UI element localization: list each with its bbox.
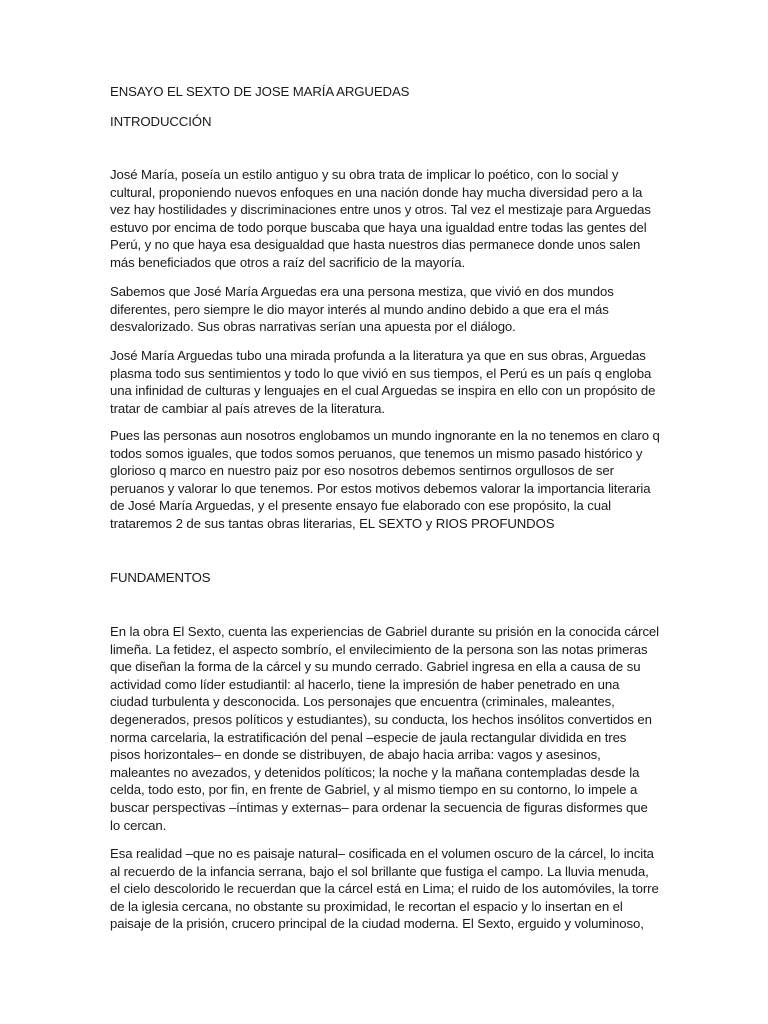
intro-paragraph-1: José María, poseía un estilo antiguo y su obra trata de implicar lo poético, con lo social y cultural, proponiendo nuevos enfoques en una nación donde hay mucha diversidad pero a la vez hay hostilidades y discriminaciones entre unos y otros. Tal vez el mestizaje para Arguedas estuvo por encima de todo porque buscaba que haya una igualdad entre todas las gentes del Perú, y no que haya esa desigualdad que hasta nuestros dias permanece donde unos salen más beneficiados que otros a raíz del sacrificio de la mayoría. (110, 167, 651, 270)
intro-paragraph-4: Pues las personas aun nosotros englobamos un mundo ingnorante en la no tenemos en claro q todos somos iguales, que todos somos peruanos, que tenemos un mismo pasado histórico y glorioso q marco en nuestro paiz por eso nosotros debemos sentirnos orgullosos de ser peruanos y valorar lo que tenemos. Por estos motivos debemos valorar la importancia literaria de José María Arguedas, y el presente ensayo fue elaborado con ese propósito, la cual trataremos 2 de sus tantas obras literarias, EL SEXTO y RIOS PROFUNDOS (110, 428, 660, 531)
intro-paragraph-2: Sabemos que José María Arguedas era una persona mestiza, que vivió en dos mundos diferentes, pero siempre le dio mayor interés al mundo andino debido a que era el más desvalorizado. Sus obras narrativas serían una apuesta por el diálogo. (110, 284, 614, 335)
document-title: ENSAYO EL SEXTO DE JOSE MARÍA ARGUEDAS (110, 84, 410, 99)
fundamentos-paragraph-2: Esa realidad –que no es paisaje natural– cosificada en el volumen oscuro de la cárcel, lo incita al recuerdo de la infancia serrana, bajo el sol brillante que fustiga el campo. La lluvia menuda, el cielo descolorido le recuerdan que la cárcel está en Lima; el ruido de los automóviles, la torre de la iglesia cercana, no obstante su proximidad, le recortan el espacio y lo insertan en el paisaje de la prisión, crucero principal de la ciudad moderna. El Sexto, erguido y voluminoso, (110, 846, 659, 932)
fundamentos-paragraph-1: En la obra El Sexto, cuenta las experiencias de Gabriel durante su prisión en la conocida cárcel limeña. La fetidez, el aspecto sombrío, el envilecimiento de la persona son las notas primeras que diseñan la forma de la cárcel y su mundo cerrado. Gabriel ingresa en ella a causa de su actividad como líder estudiantil: al hacerlo, tiene la impresión de haber penetrado en una ciudad turbulenta y desconocida. Los personajes que encuentra (criminales, maleantes, degenerados, presos políticos y estudiantes), su conducta, los hechos insólitos convertidos en norma carcelaria, la estratificación del penal –especie de jaula rectangular dividida en tres pisos horizontales– en donde se distribuyen, de abajo hacia arriba: vagos y asesinos, maleantes no avezados, y detenidos políticos; la noche y la mañana contempladas desde la celda, todo esto, por fin, en frente de Gabriel, y al mismo tiempo en su contorno, lo impele a buscar perspectivas –íntimas y externas– para ordenar la secuencia de figuras disformes que lo cercan. (110, 624, 659, 833)
intro-paragraph-3: José María Arguedas tubo una mirada profunda a la literatura ya que en sus obras, Arguedas plasma todo sus sentimientos y todo lo que vivió en sus tiempos, el Perú es un país q engloba una infinidad de culturas y lenguajes en el cual Arguedas se inspira en ello con un propósito de tratar de cambiar al país atreves de la literatura. (110, 348, 656, 416)
fundamentos-heading: FUNDAMENTOS (110, 570, 211, 585)
introduction-heading: INTRODUCCIÓN (110, 114, 212, 129)
